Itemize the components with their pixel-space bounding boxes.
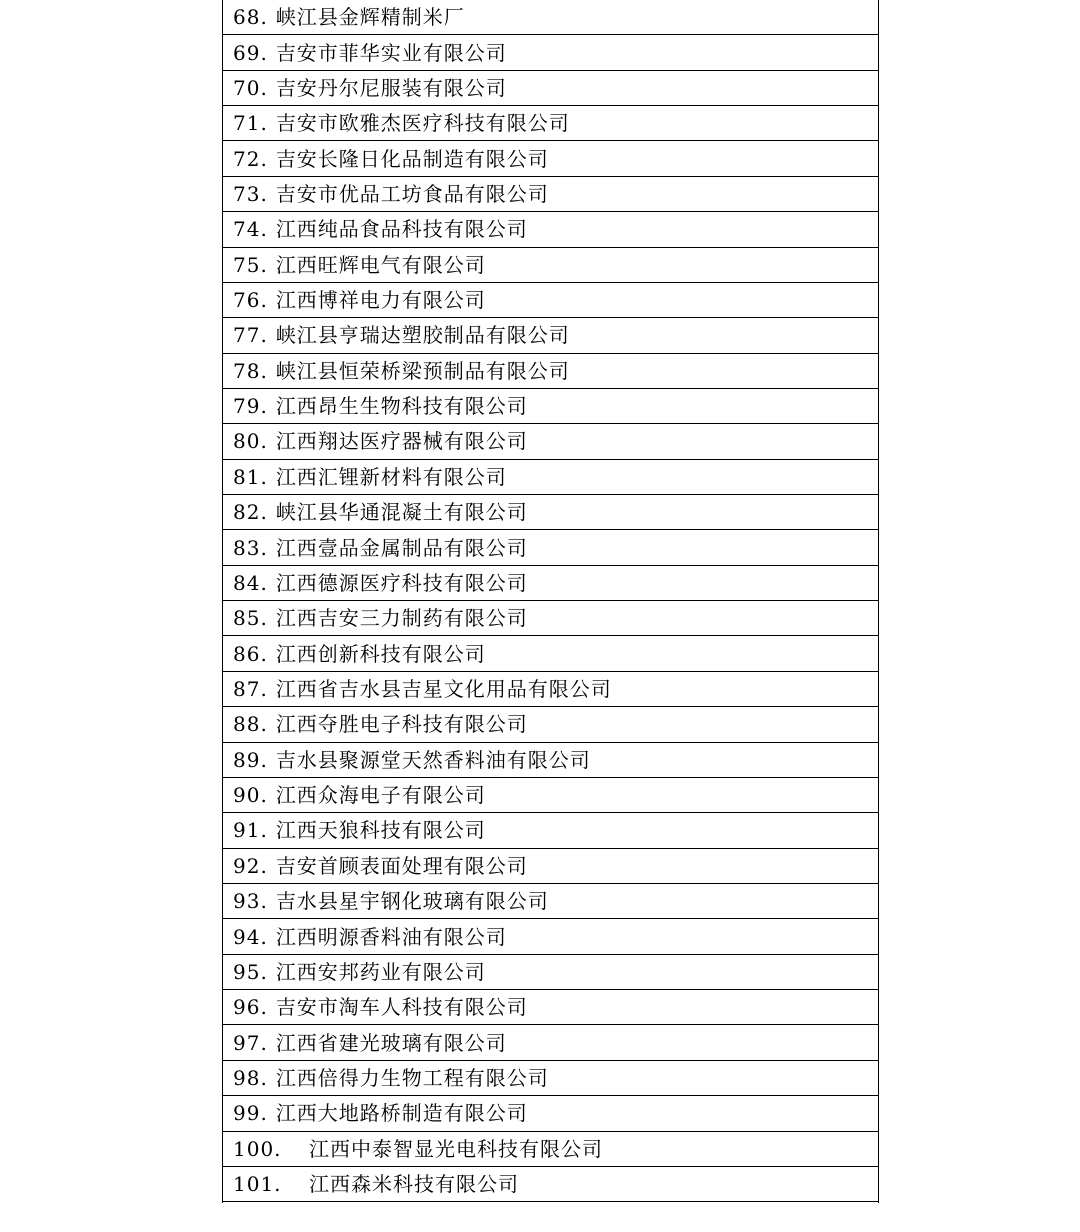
item-number: 78. [233, 358, 268, 383]
company-name: 江西纯品食品科技有限公司 [275, 217, 528, 242]
item-number: 85. [233, 606, 268, 631]
list-item [223, 601, 878, 636]
list-item [223, 1167, 878, 1202]
item-number: 77. [233, 323, 268, 348]
company-name: 江西博祥电力有限公司 [275, 288, 486, 313]
list-item [223, 1132, 878, 1167]
company-name: 江西倍得力生物工程有限公司 [275, 1065, 549, 1090]
list-item [223, 530, 878, 565]
list-item [223, 389, 878, 424]
company-name: 吉安市优品工坊食品有限公司 [275, 181, 549, 206]
company-name: 峡江县金辉精制米厂 [275, 5, 465, 30]
list-item [223, 919, 878, 954]
company-name: 吉安首顾表面处理有限公司 [275, 853, 528, 878]
item-number: 94. [233, 924, 268, 949]
company-name: 吉水县聚源堂天然香料油有限公司 [275, 747, 591, 772]
list-item [223, 955, 878, 990]
item-number: 89. [233, 747, 268, 772]
item-number: 69. [233, 40, 268, 65]
company-name: 江西大地路桥制造有限公司 [275, 1101, 528, 1126]
item-number: 84. [233, 570, 268, 595]
list-item [223, 743, 878, 778]
list-item [223, 460, 878, 495]
item-number: 93. [233, 889, 268, 914]
list-item [223, 106, 878, 141]
list-item [223, 248, 878, 283]
item-number: 79. [233, 394, 268, 419]
company-name: 吉安丹尔尼服装有限公司 [275, 75, 507, 100]
item-number: 74. [233, 217, 268, 242]
company-name: 峡江县恒荣桥梁预制品有限公司 [275, 358, 570, 383]
list-item [223, 283, 878, 318]
company-name: 峡江县华通混凝土有限公司 [275, 500, 528, 525]
item-number: 73. [233, 181, 268, 206]
item-number: 88. [233, 712, 268, 737]
item-number: 76. [233, 288, 268, 313]
company-name: 江西昂生生物科技有限公司 [275, 394, 528, 419]
company-name: 江西天狼科技有限公司 [275, 818, 486, 843]
company-name: 江西汇锂新材料有限公司 [275, 464, 507, 489]
list-item [223, 778, 878, 813]
company-name: 吉安市菲华实业有限公司 [275, 40, 507, 65]
list-item [223, 212, 878, 247]
company-name: 江西省吉水县吉星文化用品有限公司 [275, 677, 612, 701]
company-name: 吉水县星宇钢化玻璃有限公司 [275, 889, 549, 914]
company-list-table [222, 0, 879, 1203]
list-item [223, 707, 878, 742]
item-number: 91. [233, 818, 268, 843]
item-number: 98. [233, 1065, 268, 1090]
list-item [223, 141, 878, 176]
company-name: 江西安邦药业有限公司 [275, 959, 486, 984]
company-name: 吉安长隆日化品制造有限公司 [275, 146, 549, 171]
list-item [223, 1061, 878, 1096]
list-item [223, 495, 878, 530]
company-name: 峡江县亨瑞达塑胶制品有限公司 [275, 323, 570, 348]
list-item [223, 0, 878, 35]
item-number: 96. [233, 995, 268, 1020]
item-number: 90. [233, 783, 268, 808]
item-number: 97. [233, 1030, 268, 1055]
company-name: 江西旺辉电气有限公司 [275, 252, 486, 277]
list-item [223, 1025, 878, 1060]
list-item [223, 424, 878, 459]
item-number: 72. [233, 146, 268, 171]
company-name: 江西夺胜电子科技有限公司 [275, 712, 528, 737]
item-number: 75. [233, 252, 268, 277]
company-name: 江西创新科技有限公司 [275, 641, 486, 666]
item-number: 80. [233, 429, 268, 454]
item-number: 70. [233, 75, 268, 100]
item-number: 101. [233, 1172, 282, 1197]
company-name: 吉安市欧雅杰医疗科技有限公司 [275, 111, 570, 136]
company-name: 江西明源香料油有限公司 [275, 924, 507, 949]
company-name: 江西森米科技有限公司 [309, 1172, 519, 1197]
item-number: 81. [233, 464, 268, 489]
list-item [223, 1096, 878, 1131]
item-number: 86. [233, 641, 268, 666]
list-item [223, 35, 878, 70]
item-number: 83. [233, 535, 268, 560]
company-name: 江西壹品金属制品有限公司 [275, 535, 528, 560]
list-item [223, 672, 878, 707]
item-number: 68. [233, 5, 268, 30]
item-number: 99. [233, 1101, 268, 1126]
list-item [223, 813, 878, 848]
company-name: 江西省建光玻璃有限公司 [275, 1030, 507, 1055]
list-item [223, 177, 878, 212]
company-name: 江西中泰智显光电科技有限公司 [309, 1136, 603, 1161]
list-item [223, 354, 878, 389]
item-number: 92. [233, 853, 268, 878]
list-item [223, 71, 878, 106]
list-item [223, 849, 878, 884]
company-name: 江西翔达医疗器械有限公司 [275, 429, 528, 454]
list-item [223, 566, 878, 601]
company-name: 江西众海电子有限公司 [275, 783, 486, 808]
company-name: 江西德源医疗科技有限公司 [275, 570, 528, 595]
item-number: 100. [233, 1136, 282, 1161]
company-name: 江西吉安三力制药有限公司 [275, 606, 528, 631]
list-item [223, 884, 878, 919]
item-number: 82. [233, 500, 268, 525]
list-item [223, 990, 878, 1025]
item-number: 95. [233, 959, 268, 984]
item-number: 71. [233, 111, 268, 136]
company-name: 吉安市淘车人科技有限公司 [275, 995, 528, 1020]
list-item [223, 318, 878, 353]
item-number: 87. [233, 677, 268, 701]
list-item [223, 636, 878, 671]
